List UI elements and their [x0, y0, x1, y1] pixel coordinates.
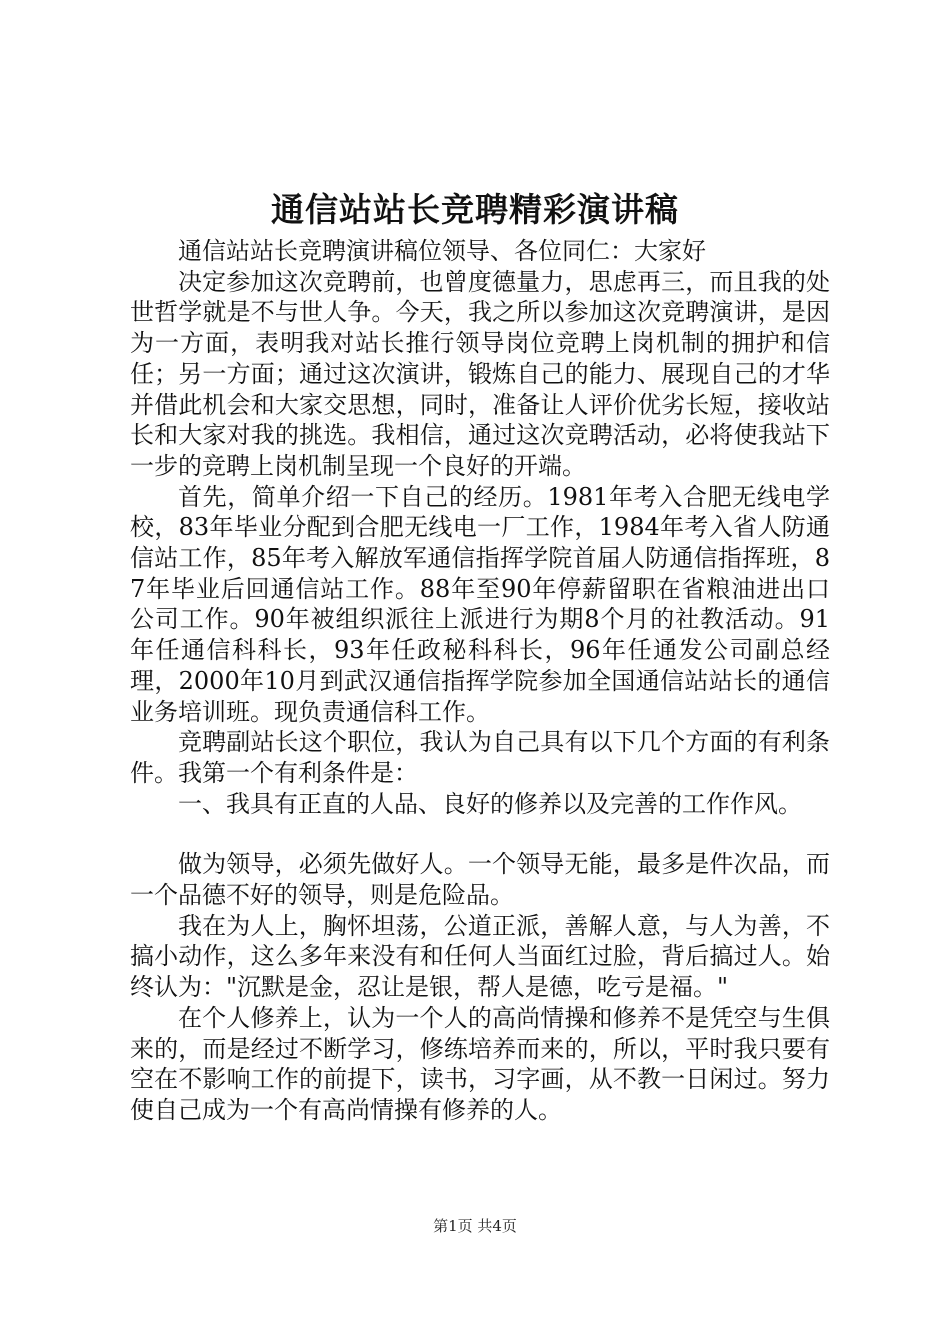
paragraph-character: 我在为人上，胸怀坦荡，公道正派，善解人意，与人为善，不搞小动作，这么多年来没有和任何人当面红过脸，背后搞过人。始终认为："沉默是金，忍让是银，帮人是德，吃亏是福。"	[130, 911, 830, 1002]
document-title: 通信站站长竞聘精彩演讲稿	[271, 190, 679, 229]
paragraph-greeting: 通信站站长竞聘演讲稿位领导、各位同仁：大家好	[178, 237, 706, 265]
paragraph-motivation: 决定参加这次竞聘前，也曾度德量力，思虑再三，而且我的处世哲学就是不与世人争。今天，我之所以参加这次竞聘演讲，是因为一方面，表明我对站长推行领导岗位竞聘上岗机制的拥护和信任；另一方面；通过这次演讲，锻炼自己的能力、展现自己的才华并借此机会和大家交思想，同时，准备让人评价优劣长短，接收站长和大家对我的挑选。我相信，通过这次竞聘活动，必将使我站下一步的竞聘上岗机制呈现一个良好的开端。	[130, 267, 830, 480]
page-number-footer: 第1页 共4页	[433, 1217, 517, 1235]
paragraph-leadership: 做为领导，必须先做好人。一个领导无能，最多是件次品，而一个品德不好的领导，则是危险品。	[130, 850, 830, 910]
paragraph-conditions-intro: 竞聘副站长这个职位，我认为自己具有以下几个方面的有利条件。我第一个有利条件是：	[130, 728, 830, 787]
paragraph-experience: 首先，简单介绍一下自己的经历。1981年考入合肥无线电学校，83年毕业分配到合肥无线电一厂工作，1984年考入省人防通信站工作，85年考入解放军通信指挥学院首届人防通信指挥班，87年毕业后回通信站工作。88年至90年停薪留职在省粮油进出口公司工作。90年被组织派往上派进行为期8个月的社教活动。91年任通信科科长，93年任政秘科科长，96年任通发公司副总经理，2000年10月到武汉通信指挥学院参加全国通信站站长的通信业务培训班。现负责通信科工作。	[130, 482, 830, 726]
document-body	[130, 236, 830, 1126]
paragraph-condition-one-heading: 一、我具有正直的人品、良好的修养以及完善的工作作风。	[178, 789, 802, 818]
paragraph-self-cultivation: 在个人修养上，认为一个人的高尚情操和修养不是凭空与生俱来的，而是经过不断学习，修练培养而来的，所以，平时我只要有空在不影响工作的前提下，读书，习字画，从不教一日闲过。努力使自己成为一个有高尚情操有修养的人。	[130, 1003, 830, 1124]
